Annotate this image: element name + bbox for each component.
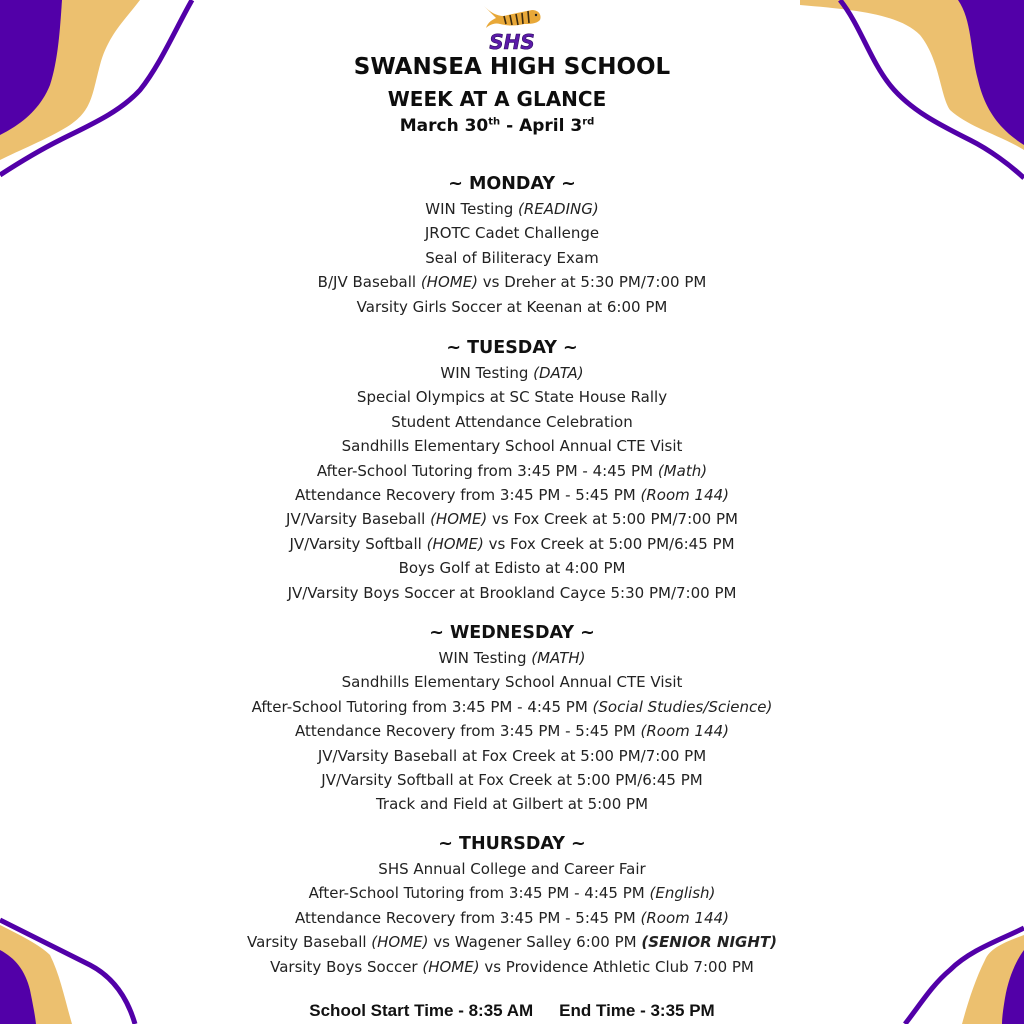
senior-night-note: (SENIOR NIGHT) [641,933,778,952]
event-item: JV/Varsity Softball (HOME) vs Fox Creek at 5:00 PM/6:45 PM [289,534,735,553]
event-item: Boys Golf at Edisto at 4:00 PM [398,559,626,578]
event-item: Seal of Biliteracy Exam [425,248,599,267]
start-time: School Start Time - 8:35 AM [309,1001,534,1020]
event-item: Varsity Girls Soccer at Keenan at 6:00 PM [356,297,668,316]
event-item: JV/Varsity Softball at Fox Creek at 5:00 PM/6:45 PM [321,770,703,789]
logo-text: SHS [489,30,535,54]
end-time: End Time - 3:35 PM [559,1001,715,1020]
event-item: WIN Testing (MATH) [438,649,586,667]
day-heading: ~ WEDNESDAY ~ [429,623,595,643]
event-item: JV/Varsity Baseball (HOME) vs Fox Creek at 5:00 PM/7:00 PM [286,510,738,529]
event-item: JV/Varsity Baseball at Fox Creek at 5:00 PM/7:00 PM [317,746,707,765]
event-item: Track and Field at Gilbert at 5:00 PM [375,795,649,814]
event-item: Sandhills Elementary School Annual CTE Visit [341,673,683,692]
event-item: After-School Tutoring from 3:45 PM - 4:45 PM (Math) [316,461,708,480]
event-item: Varsity Boys Soccer (HOME) vs Providence Athletic Club 7:00 PM [270,957,754,976]
event-item: WIN Testing (DATA) [440,364,584,382]
event-item: JV/Varsity Boys Soccer at Brookland Cayce 5:30 PM/7:00 PM [287,583,737,602]
event-item: WIN Testing (READING) [425,200,599,218]
page-title: WEEK AT A GLANCE [387,87,607,111]
event-item: Sandhills Elementary School Annual CTE Visit [341,437,683,456]
event-item: Attendance Recovery from 3:45 PM - 5:45 PM (Room 144) [294,908,730,927]
event-item: Attendance Recovery from 3:45 PM - 5:45 PM (Room 144) [294,485,730,504]
school-name: SWANSEA HIGH SCHOOL [353,54,671,80]
day-wednesday [0,620,1024,817]
event-item: SHS Annual College and Career Fair [378,860,646,878]
date-range: March 30th - April 3rd [399,116,595,136]
event-item: Student Attendance Celebration [391,412,633,431]
event-item: JROTC Cadet Challenge [424,224,600,243]
event-item: Special Olympics at SC State House Rally [356,388,668,407]
event-item: Attendance Recovery from 3:45 PM - 5:45 PM (Room 144) [294,722,730,741]
day-tuesday [0,335,1024,605]
day-heading: ~ MONDAY ~ [448,174,576,194]
day-heading: ~ THURSDAY ~ [438,834,586,854]
event-item: B/JV Baseball (HOME) vs Dreher at 5:30 PM/7:00 PM [317,273,707,292]
day-thursday [0,831,1024,979]
event-item: After-School Tutoring from 3:45 PM - 4:45 PM (English) [308,884,716,903]
day-monday [0,171,1024,319]
day-heading: ~ TUESDAY ~ [446,338,578,358]
tiger-icon [480,2,544,32]
shs-tiger-logo [480,2,544,54]
event-item: After-School Tutoring from 3:45 PM - 4:45 PM (Social Studies/Science) [251,697,773,716]
school-hours [0,1001,1024,1021]
event-item: Varsity Baseball (HOME) vs Wagener Salley 6:00 PM (SENIOR NIGHT) [246,933,778,952]
